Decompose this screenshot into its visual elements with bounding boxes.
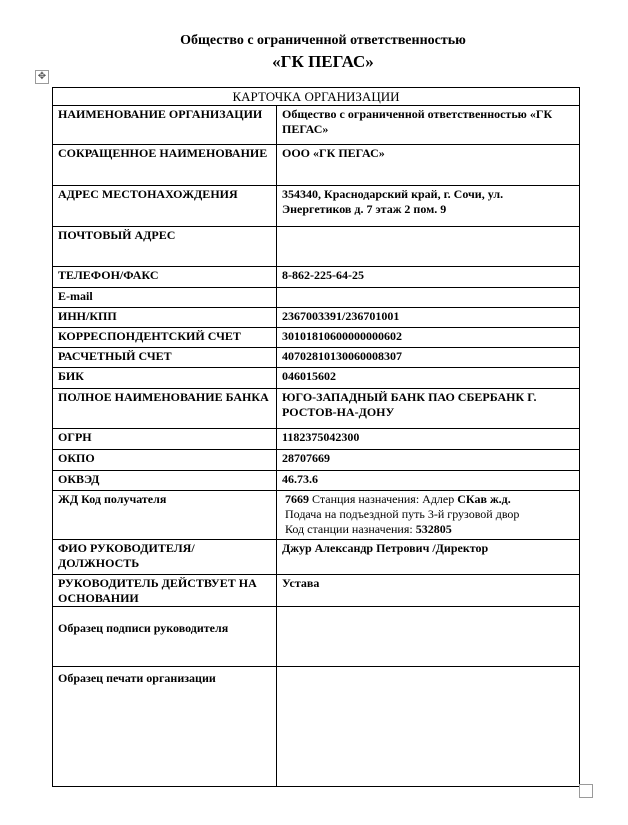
table-row: [53, 288, 580, 308]
table-row: [53, 575, 580, 607]
railway-code: 7669: [285, 492, 309, 506]
row-value-settlement-account: 40702810130060008307: [277, 348, 580, 368]
row-value-signature-sample: [277, 607, 580, 667]
row-value-email: [277, 288, 580, 308]
row-label-okpo: ОКПО: [53, 450, 277, 471]
row-value-postal-address: [277, 227, 580, 267]
header-line-1: Общество с ограниченной ответственностью: [180, 33, 466, 48]
row-label-phone: ТЕЛЕФОН/ФАКС: [53, 267, 277, 288]
row-label-director: ФИО РУКОВОДИТЕЛЯ/ДОЛЖНОСТЬ: [53, 540, 277, 575]
railway-line-2: Подача на подъездной путь 3-й грузовой двор: [285, 507, 520, 521]
row-label-email: E-mail: [53, 288, 277, 308]
row-value-bank-name: ЮГО-ЗАПАДНЫЙ БАНК ПАО СБЕРБАНК Г. РОСТОВ-НА-ДОНУ: [277, 389, 580, 429]
row-value-corr-account: 30101810600000000602: [277, 328, 580, 348]
railway-station-text: Станция назначения: Адлер: [309, 492, 458, 506]
row-label-railway-code: ЖД Код получателя: [53, 491, 277, 540]
row-value-basis: Устава: [277, 575, 580, 607]
row-label-org-name: НАИМЕНОВАНИЕ ОРГАНИЗАЦИИ: [53, 106, 277, 145]
row-value-org-name: Общество с ограниченной ответственностью «ГК ПЕГАС»: [277, 106, 580, 145]
row-value-okved: 46.73.6: [277, 471, 580, 491]
table-row: [53, 471, 580, 491]
row-value-inn-kpp: 2367003391/236701001: [277, 308, 580, 328]
table-row: [53, 389, 580, 429]
row-value-short-name: ООО «ГК ПЕГАС»: [277, 145, 580, 186]
row-value-okpo: 28707669: [277, 450, 580, 471]
row-label-bik: БИК: [53, 368, 277, 389]
row-label-okved: ОКВЭД: [53, 471, 277, 491]
railway-line-1: [285, 492, 574, 507]
table-move-handle-icon[interactable]: ✥: [35, 70, 49, 84]
card-title: КАРТОЧКА ОРГАНИЗАЦИИ: [53, 88, 580, 106]
row-value-stamp-sample: [277, 667, 580, 787]
row-label-address: АДРЕС МЕСТОНАХОЖДЕНИЯ: [53, 186, 277, 227]
row-value-phone: 8-862-225-64-25: [277, 267, 580, 288]
table-row: [53, 491, 580, 540]
railway-station-road: СКав ж.д.: [457, 492, 511, 506]
table-row: [53, 348, 580, 368]
row-label-inn-kpp: ИНН/КПП: [53, 308, 277, 328]
table-row: [53, 145, 580, 186]
row-value-ogrn: 1182375042300: [277, 429, 580, 450]
row-label-corr-account: КОРРЕСПОНДЕНТСКИЙ СЧЕТ: [53, 328, 277, 348]
railway-station-code: 532805: [415, 522, 452, 536]
header-line-2: «ГК ПЕГАС»: [272, 52, 374, 71]
table-row: [53, 186, 580, 227]
table-resize-handle-icon[interactable]: [579, 784, 593, 798]
row-label-postal-address: ПОЧТОВЫЙ АДРЕС: [53, 227, 277, 267]
table-row: [53, 667, 580, 787]
row-label-signature-sample: Образец подписи руководителя: [53, 607, 277, 667]
row-label-short-name: СОКРАЩЕННОЕ НАИМЕНОВАНИЕ: [53, 145, 277, 186]
table-row: [53, 607, 580, 667]
row-label-settlement-account: РАСЧЕТНЫЙ СЧЕТ: [53, 348, 277, 368]
table-row: [53, 368, 580, 389]
railway-line-3: [285, 522, 574, 537]
row-value-bik: 046015602: [277, 368, 580, 389]
railway-station-code-label: Код станции назначения:: [285, 522, 416, 536]
table-row: [53, 106, 580, 145]
row-label-basis: РУКОВОДИТЕЛЬ ДЕЙСТВУЕТ НА ОСНОВАНИИ: [53, 575, 277, 607]
row-value-director: Джур Александр Петрович /Директор: [277, 540, 580, 575]
table-row: [53, 450, 580, 471]
row-label-bank-name: ПОЛНОЕ НАИМЕНОВАНИЕ БАНКА: [53, 389, 277, 429]
table-row: [53, 328, 580, 348]
table-row: [53, 540, 580, 575]
row-value-railway: [277, 491, 580, 540]
table-row: [53, 429, 580, 450]
row-value-address: 354340, Краснодарский край, г. Сочи, ул. Энергетиков д. 7 этаж 2 пом. 9: [277, 186, 580, 227]
row-label-stamp-sample: Образец печати организации: [53, 667, 277, 787]
organization-card-table: [52, 87, 580, 787]
table-row: [53, 267, 580, 288]
row-label-ogrn: ОГРН: [53, 429, 277, 450]
table-row: [53, 308, 580, 328]
table-row: [53, 227, 580, 267]
